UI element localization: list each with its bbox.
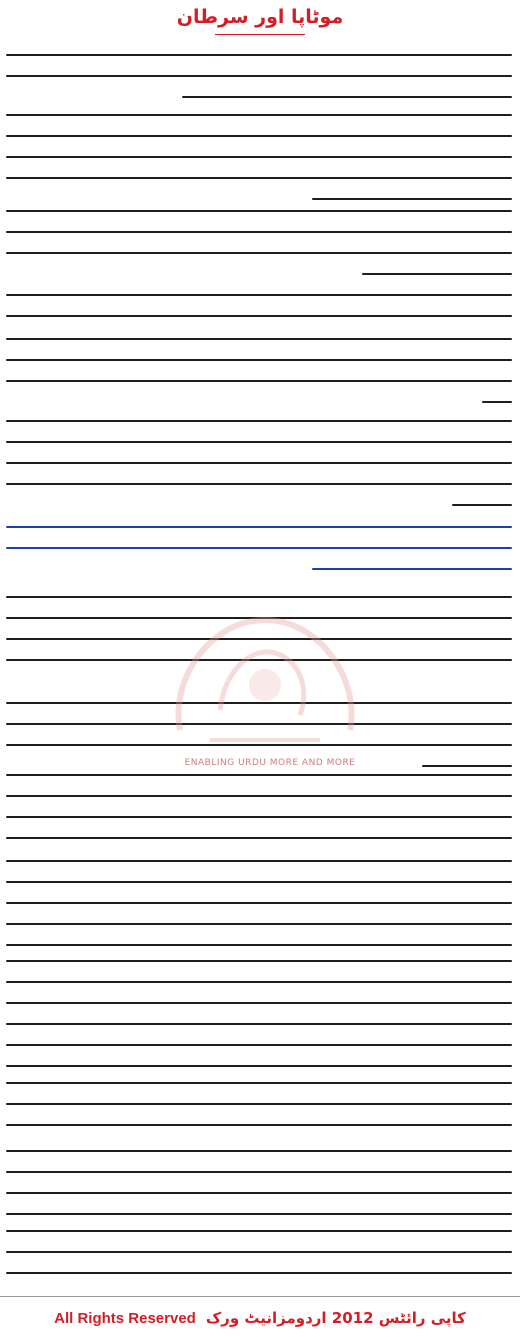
title-underline [215, 34, 305, 35]
paragraph-text-line [6, 1213, 512, 1215]
paragraph-text-line [6, 1082, 512, 1084]
paragraph-text-line [6, 944, 512, 946]
paragraph-text-line [6, 795, 512, 797]
paragraph-text-line [6, 315, 512, 317]
article-paragraph [6, 850, 512, 955]
paragraph-text-line [6, 462, 512, 464]
article-paragraph [6, 764, 512, 848]
paragraph-text-line [6, 1023, 512, 1025]
article-paragraph [6, 44, 512, 107]
article-paragraph [6, 1072, 512, 1135]
paragraph-text-line [6, 483, 512, 485]
article-paragraph [6, 1220, 512, 1283]
article-paragraph [6, 410, 512, 515]
paragraph-text-line [6, 923, 512, 925]
paragraph-text-line [6, 837, 512, 839]
paragraph-text-line [6, 881, 512, 883]
article-paragraph [6, 104, 512, 209]
paragraph-text-line [6, 252, 512, 254]
article-paragraph [6, 950, 512, 1076]
paragraph-text-line [6, 547, 512, 549]
paragraph-text-line [452, 504, 512, 506]
paragraph-text-line [6, 231, 512, 233]
paragraph-text-line [6, 1272, 512, 1274]
paragraph-text-line [6, 420, 512, 422]
paragraph-text-line [6, 1103, 512, 1105]
paragraph-text-line [6, 294, 512, 296]
paragraph-text-line [312, 568, 512, 570]
paragraph-text-line [6, 816, 512, 818]
paragraph-text-line [6, 1124, 512, 1126]
article-paragraph [6, 328, 512, 412]
watermark-tagline: ENABLING URDU MORE AND MORE [184, 758, 356, 768]
paragraph-text-line [6, 902, 512, 904]
article-paragraph [6, 516, 512, 579]
paragraph-text-line [6, 1002, 512, 1004]
paragraph-text-line [6, 860, 512, 862]
article-paragraph [6, 1140, 512, 1224]
article-paragraph [6, 284, 512, 326]
article-title: موٹاپا اور سرطان [176, 6, 344, 28]
footer-copyright-ur: کاپی رائٹس 2012 اردومزانیٹ ورک [205, 1309, 466, 1327]
paragraph-text-line [6, 1150, 512, 1152]
paragraph-text-line [6, 1192, 512, 1194]
paragraph-text-line [6, 1065, 512, 1067]
paragraph-text-line [6, 1171, 512, 1173]
paragraph-text-line [6, 338, 512, 340]
paragraph-text-line [6, 1251, 512, 1253]
footer [0, 1303, 520, 1333]
paragraph-text-line [6, 774, 512, 776]
paragraph-text-line [182, 96, 512, 98]
paragraph-text-line [6, 380, 512, 382]
paragraph-text-line [6, 156, 512, 158]
footer-divider [0, 1296, 520, 1297]
footer-copyright-en: All Rights Reserved [54, 1309, 196, 1327]
watermark-logo-icon [150, 590, 380, 760]
paragraph-text-line [362, 273, 512, 275]
paragraph-text-line [6, 75, 512, 77]
paragraph-text-line [6, 54, 512, 56]
article-paragraph [6, 200, 512, 284]
paragraph-text-line [6, 177, 512, 179]
paragraph-text-line [6, 210, 512, 212]
paragraph-text-line [482, 401, 512, 403]
paragraph-text-line [6, 114, 512, 116]
paragraph-text-line [6, 526, 512, 528]
paragraph-text-line [6, 981, 512, 983]
paragraph-text-line [6, 359, 512, 361]
paragraph-text-line [6, 1044, 512, 1046]
paragraph-text-line [6, 441, 512, 443]
paragraph-text-line [6, 960, 512, 962]
paragraph-text-line [6, 1230, 512, 1232]
paragraph-text-line [6, 135, 512, 137]
